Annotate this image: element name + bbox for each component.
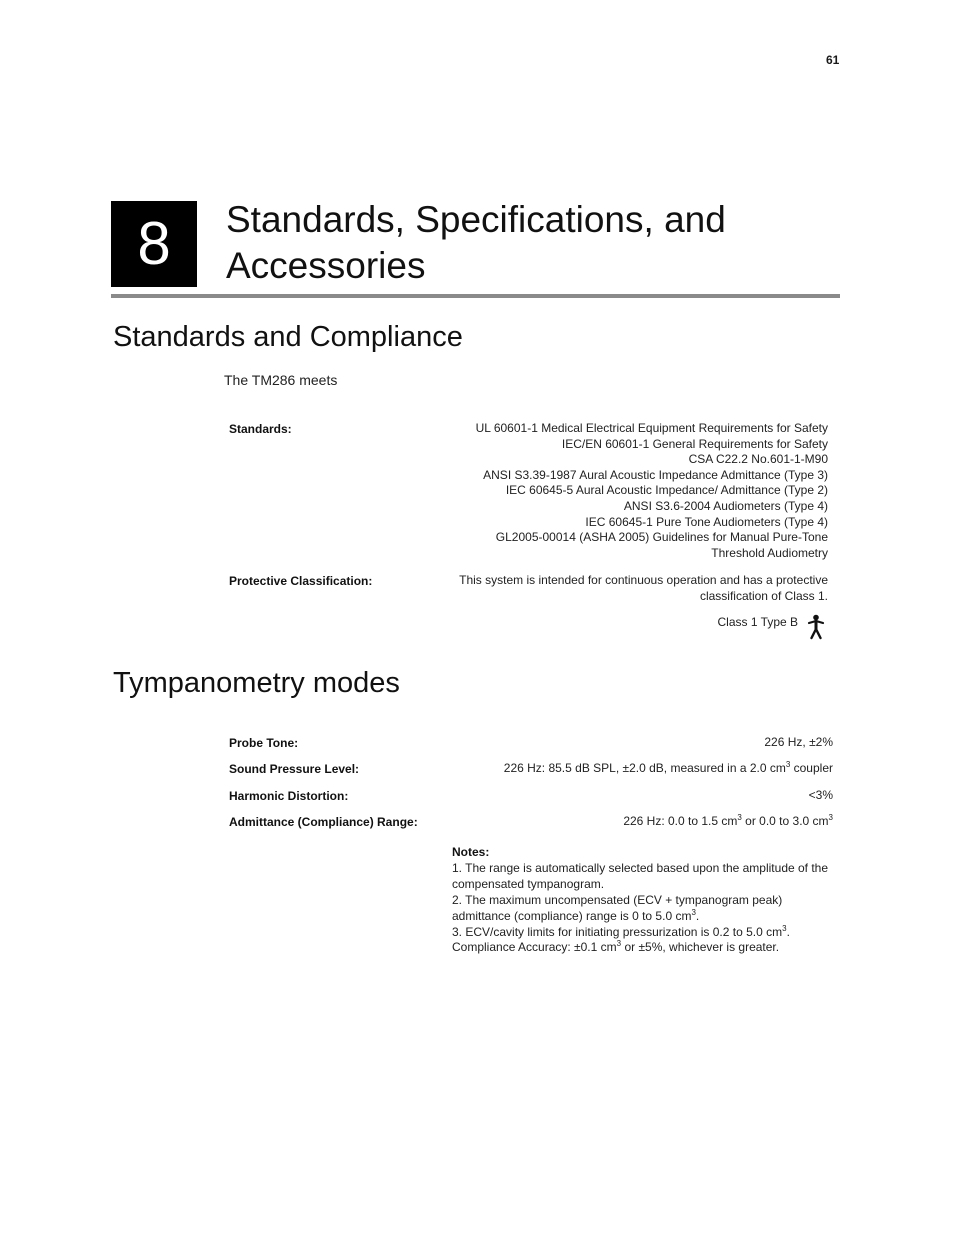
- type-b-person-icon: [806, 614, 826, 640]
- accuracy-end: or ±5%, whichever is greater.: [621, 940, 780, 955]
- compliance-accuracy: [452, 940, 832, 956]
- protective-line: This system is intended for continuous operation and has a protective: [459, 573, 828, 587]
- chapter-title: [226, 197, 726, 289]
- standard-item: UL 60601-1 Medical Electrical Equipment Requirements for Safety: [475, 421, 828, 435]
- sound-pressure-level-value: [504, 761, 833, 777]
- standard-item: GL2005-00014 (ASHA 2005) Guidelines for Manual Pure-Tone: [495, 530, 828, 545]
- note-2: [452, 893, 832, 925]
- chapter-title-line2: Accessories: [226, 245, 426, 286]
- probe-tone-label: Probe Tone:: [229, 736, 299, 750]
- standards-label: Standards:: [229, 422, 292, 436]
- standard-item: IEC 60645-5 Aural Acoustic Impedance/ Admittance (Type 2): [505, 483, 828, 498]
- note-2-text: 2. The maximum uncompensated (ECV + tympanogram peak) admittance (compliance) range is 0 to 5.0 cm: [452, 892, 783, 923]
- protective-classification-value: [459, 573, 828, 604]
- spl-text: 226 Hz: 85.5 dB SPL, ±2.0 dB, measured in a 2.0 cm: [503, 761, 786, 775]
- standards-list: [476, 421, 828, 561]
- note-2-end: .: [695, 908, 700, 923]
- protective-classification-label: Protective Classification:: [229, 574, 373, 588]
- standard-item: CSA C22.2 No.601-1-M90: [688, 452, 828, 467]
- standard-item: IEC/EN 60601-1 General Requirements for Safety: [561, 436, 828, 451]
- class-type-text: Class 1 Type B: [717, 615, 798, 629]
- adm-text: 226 Hz: 0.0 to 1.5 cm: [623, 814, 738, 828]
- note-1: 1. The range is automatically selected based upon the amplitude of the compensated tympanogram.: [452, 860, 829, 891]
- page-number: 61: [826, 53, 840, 67]
- intro-text: The TM286 meets: [224, 372, 338, 388]
- chapter-divider: [111, 294, 840, 298]
- notes-block: [452, 845, 832, 956]
- harmonic-distortion-value: <3%: [808, 788, 833, 802]
- section-heading-tympanometry: Tympanometry modes: [113, 667, 400, 699]
- probe-tone-value: 226 Hz, ±2%: [764, 735, 833, 749]
- notes-heading: Notes:: [452, 845, 490, 859]
- harmonic-distortion-label: Harmonic Distortion:: [229, 789, 349, 803]
- admittance-range-value: [623, 814, 833, 830]
- note-2-superscript: 3: [691, 907, 696, 917]
- note-3-end: .: [786, 924, 790, 939]
- note-3: [452, 925, 832, 941]
- sound-pressure-level-label: Sound Pressure Level:: [229, 762, 360, 776]
- standard-item: Threshold Audiometry: [711, 545, 828, 560]
- chapter-title-line1: Standards, Specifications, and: [226, 199, 726, 240]
- accuracy-text: Compliance Accuracy: ±0.1 cm: [452, 940, 617, 955]
- section-heading-standards: Standards and Compliance: [113, 321, 463, 353]
- adm-superscript: 3: [828, 813, 833, 822]
- standard-item: ANSI S3.39-1987 Aural Acoustic Impedance Admittance (Type 3): [483, 467, 828, 482]
- adm-text-mid: or 0.0 to 3.0 cm: [741, 814, 829, 828]
- admittance-range-label: Admittance (Compliance) Range:: [229, 815, 418, 829]
- standard-item: ANSI S3.6-2004 Audiometers (Type 4): [623, 498, 828, 513]
- spl-text-end: coupler: [790, 761, 833, 775]
- adm-superscript: 3: [737, 813, 742, 822]
- accuracy-superscript: 3: [616, 939, 622, 949]
- note-3-superscript: 3: [782, 923, 787, 933]
- standard-item: IEC 60645-1 Pure Tone Audiometers (Type 4): [585, 514, 828, 529]
- chapter-number-box: 8: [111, 201, 197, 287]
- spl-superscript: 3: [785, 760, 791, 769]
- protective-line: classification of Class 1.: [699, 588, 828, 603]
- note-3-text: 3. ECV/cavity limits for initiating pressurization is 0.2 to 5.0 cm: [452, 924, 783, 939]
